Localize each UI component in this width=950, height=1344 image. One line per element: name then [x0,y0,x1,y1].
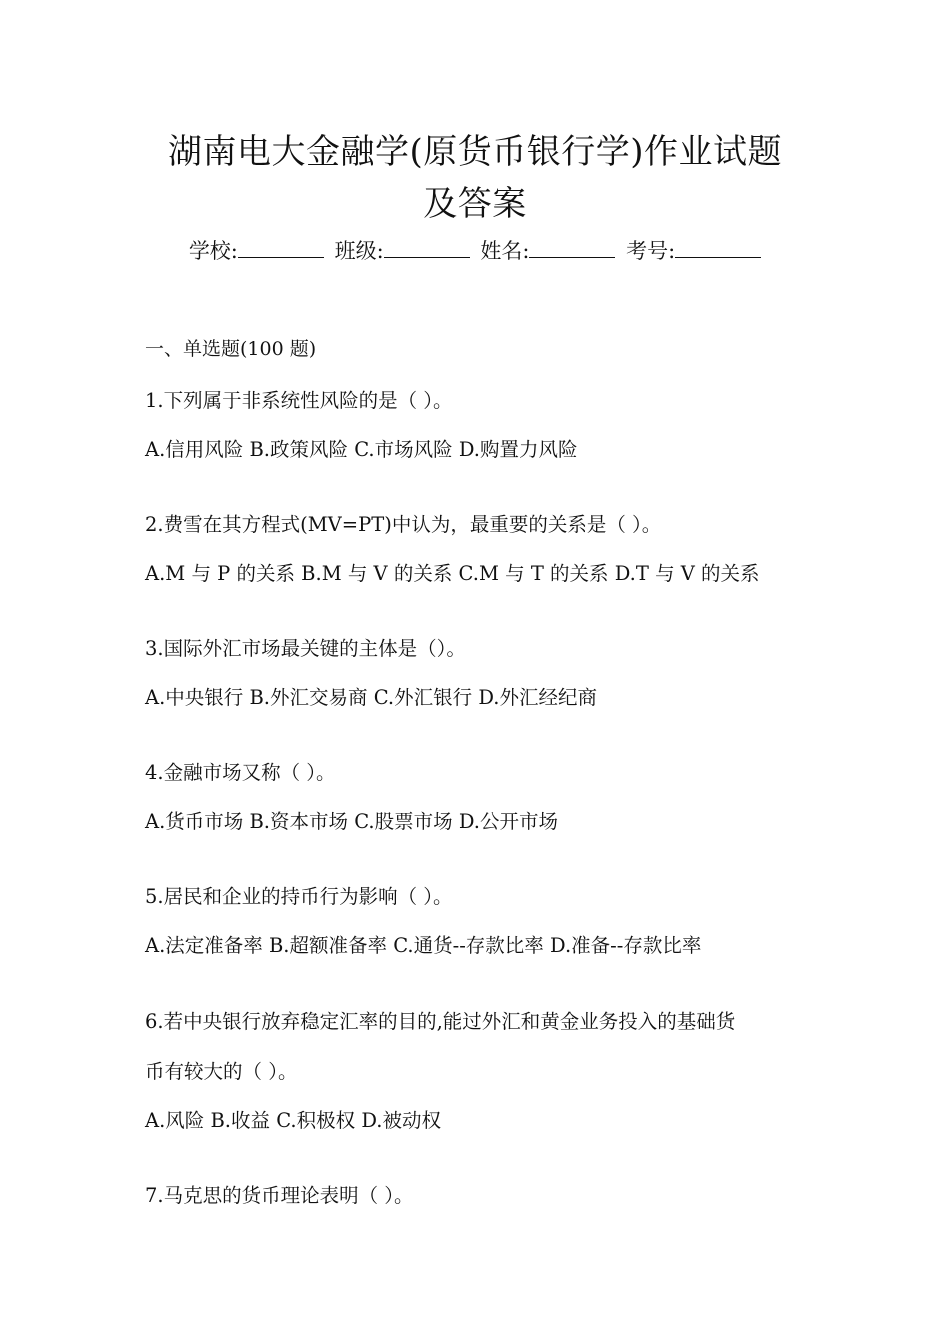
question-6-text-line-1: 6.若中央银行放弃稳定汇率的目的,能过外汇和黄金业务投入的基础货 [145,1010,736,1033]
school-label: 学校: [188,239,238,263]
question-6-text-line-2: 币有较大的（ ）。 [145,1060,298,1083]
exam-number-label: 考号: [626,239,676,263]
document-title-line-1: 湖南电大金融学(原货币银行学)作业试题 [167,132,783,172]
question-2-text: 2.费雪在其方程式(MV=PT)中认为，最重要的关系是（ ）。 [145,513,662,536]
name-label: 姓名: [480,239,530,263]
question-2-options: A.M 与 P 的关系 B.M 与 V 的关系 C.M 与 T 的关系 D.T 与 V 的关系 [145,562,760,585]
question-5-text: 5.居民和企业的持币行为影响（ ）。 [145,885,453,908]
question-3-text: 3.国际外汇市场最关键的主体是（）。 [145,637,466,660]
question-6-options: A.风险 B.收益 C.积极权 D.被动权 [145,1109,441,1132]
class-blank [384,239,470,258]
question-3-options: A.中央银行 B.外汇交易商 C.外汇银行 D.外汇经纪商 [145,686,597,709]
class-label: 班级: [334,239,384,263]
exam-number-field [626,236,761,266]
question-1-options: A.信用风险 B.政策风险 C.市场风险 D.购置力风险 [145,438,578,461]
document-title-line-2: 及答案 [423,184,527,224]
question-5-options: A.法定准备率 B.超额准备率 C.通货--存款比率 D.准备--存款比率 [145,934,702,957]
question-4-options: A.货币市场 B.资本市场 C.股票市场 D.公开市场 [145,810,558,833]
student-info-row [100,236,850,266]
question-7-text: 7.马克思的货币理论表明（ ）。 [145,1184,414,1207]
school-blank [238,239,324,258]
name-blank [529,239,615,258]
question-1-text: 1.下列属于非系统性风险的是（ ）。 [145,389,453,412]
school-field [189,236,324,266]
question-4-text: 4.金融市场又称（ ）。 [145,761,336,784]
exam-number-blank [675,239,761,258]
section-heading: 一、单选题(100 题) [145,338,317,360]
name-field [480,236,615,266]
class-field [335,236,470,266]
